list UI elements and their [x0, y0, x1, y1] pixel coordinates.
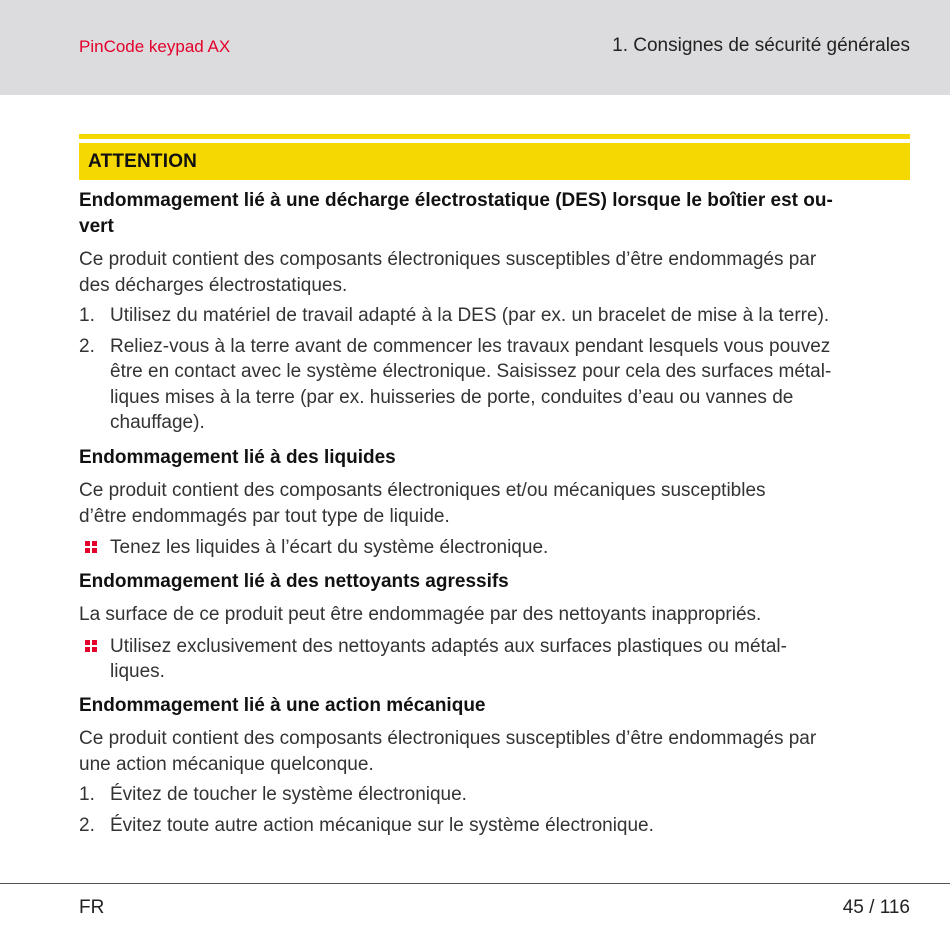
section-title: Endommagement lié à une action mécanique — [79, 694, 486, 716]
bullet-icon — [85, 541, 97, 553]
section-title: Endommagement lié à des liquides — [79, 446, 396, 468]
list-item: 2. Reliez-vous à la terre avant de commencer les travaux pendant lesquels vous pouvez être en contact avec le système électronique. Saisissez pour cela des surfaces métal- liques mises à la terre (par ex. huisseries de porte, conduites d’eau ou vannes de chauffage). — [79, 335, 832, 433]
section-body: Ce produit contient des composants électroniques susceptibles d’être endommagés par des décharges électrostatiques. — [79, 249, 817, 296]
step-number: 1. — [79, 784, 95, 805]
section-title: Endommagement lié à une décharge électrostatique (DES) lorsque le boîtier est ou- vert — [79, 190, 833, 237]
attention-banner — [79, 143, 910, 180]
esd-steps — [79, 303, 910, 436]
list-item: 1. Évitez de toucher le système électronique. — [79, 782, 910, 808]
list-item: 2. Évitez toute autre action mécanique sur le système électronique. — [79, 813, 910, 839]
footer-divider — [0, 883, 950, 884]
section-body: Ce produit contient des composants électroniques susceptibles d’être endommagés par une action mécanique quelconque. — [79, 728, 817, 775]
section-title: Endommagement lié à des nettoyants agressifs — [79, 570, 509, 592]
safety-content — [79, 188, 910, 838]
chapter-title: 1. Consignes de sécurité générales — [612, 35, 910, 56]
product-name: PinCode keypad AX — [79, 37, 231, 56]
page-number: 45 / 116 — [842, 897, 910, 918]
liquids-list — [79, 535, 910, 561]
section-cleaners — [79, 569, 910, 685]
section-body: Ce produit contient des composants électroniques et/ou mécaniques susceptibles d’être endommagés par tout type de liquide. — [79, 480, 766, 527]
step-number: 1. — [79, 305, 95, 326]
section-liquids — [79, 445, 910, 561]
cleaners-list — [79, 634, 910, 685]
section-esd — [79, 188, 910, 436]
attention-label: ATTENTION — [88, 151, 198, 172]
attention-top-rule — [79, 134, 910, 139]
step-number: 2. — [79, 814, 95, 836]
bullet-icon — [85, 640, 97, 652]
language-code: FR — [79, 897, 105, 918]
section-mechanical — [79, 693, 910, 839]
list-item: 1. Utilisez du matériel de travail adapté à la DES (par ex. un bracelet de mise à la terre). — [79, 303, 910, 329]
page-header — [0, 0, 950, 95]
list-item: Tenez les liquides à l’écart du système électronique. — [79, 535, 910, 561]
section-body: La surface de ce produit peut être endommagée par des nettoyants inappropriés. — [79, 604, 762, 625]
step-number: 2. — [79, 335, 95, 357]
mechanical-steps — [79, 782, 910, 838]
list-item: Utilisez exclusivement des nettoyants adaptés aux surfaces plastiques ou métal- liques. — [79, 634, 910, 685]
